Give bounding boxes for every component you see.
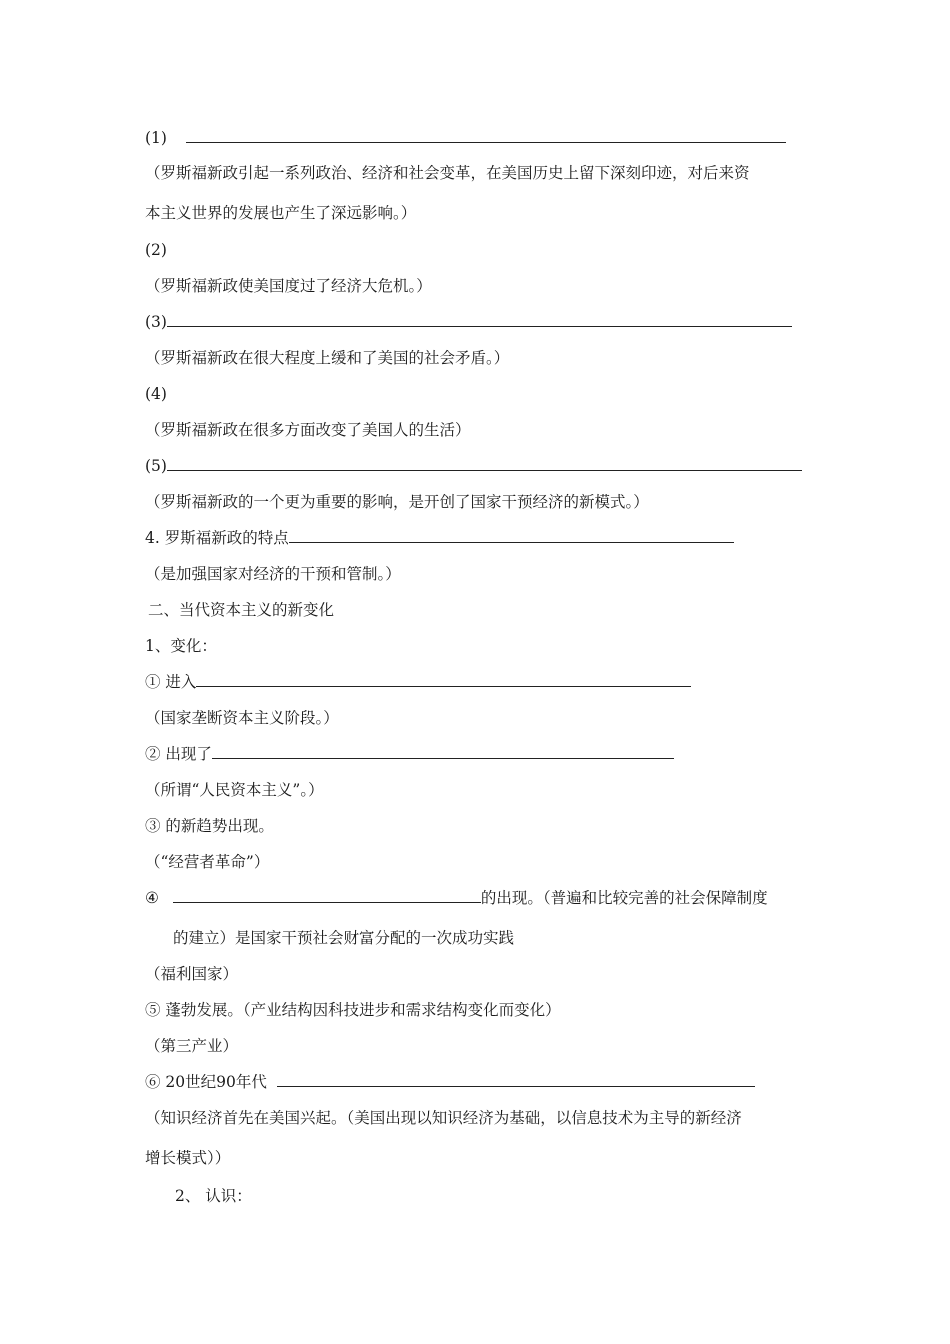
change-6-label: ⑥ 20世纪90年代 xyxy=(145,1073,267,1091)
q4-label: 4. 罗斯福新政的特点 xyxy=(145,529,289,547)
change-5-answer: （第三产业） xyxy=(145,1037,239,1055)
item-3-label: (3) xyxy=(145,313,167,331)
item-5-blank[interactable] xyxy=(167,456,802,471)
change-4-label: ④ xyxy=(145,889,159,907)
item-1-answer: （罗斯福新政引起一系列政治、经济和社会变革，在美国历史上留下深刻印迹，对后来资 xyxy=(145,164,750,182)
sub-heading-1: 1、变化： xyxy=(145,637,217,655)
change-1-line xyxy=(145,672,691,692)
change-4-suffix: 的出现。（普遍和比较完善的社会保障制度 xyxy=(480,889,768,907)
change-6-line xyxy=(145,1072,755,1092)
change-1-blank[interactable] xyxy=(196,672,691,687)
item-5-answer: （罗斯福新政的一个更为重要的影响，是开创了国家干预经济的新模式。） xyxy=(145,493,649,511)
change-2-blank[interactable] xyxy=(212,744,674,759)
item-4-answer: （罗斯福新政在很多方面改变了美国人的生活） xyxy=(145,421,471,439)
item-1-blank[interactable] xyxy=(186,128,786,143)
q4-line xyxy=(145,528,734,548)
item-2-answer: （罗斯福新政使美国度过了经济大危机。） xyxy=(145,277,432,295)
item-5-line xyxy=(145,456,802,476)
item-2-label: (2) xyxy=(145,241,167,259)
q4-answer: （是加强国家对经济的干预和管制。） xyxy=(145,565,401,583)
item-3-blank[interactable] xyxy=(167,312,792,327)
change-4-line xyxy=(145,888,768,908)
item-1-answer-cont: 本主义世界的发展也产生了深远影响。） xyxy=(145,204,417,222)
change-3-answer: （“经营者革命”） xyxy=(145,853,270,871)
item-1-line xyxy=(145,128,786,148)
change-4-cont: 的建立）是国家干预社会财富分配的一次成功实践 xyxy=(173,929,515,947)
change-2-label: ② 出现了 xyxy=(145,745,212,763)
section-2-heading: 二、当代资本主义的新变化 xyxy=(148,601,335,619)
item-5-label: (5) xyxy=(145,457,167,475)
change-6-answer-cont: 增长模式）） xyxy=(145,1149,231,1167)
change-4-answer: （福利国家） xyxy=(145,965,239,983)
sub-heading-2: 2、 认识： xyxy=(175,1187,252,1205)
change-2-answer: （所谓“人民资本主义”。） xyxy=(145,781,324,799)
item-3-answer: （罗斯福新政在很大程度上缓和了美国的社会矛盾。） xyxy=(145,349,510,367)
change-1-label: ① 进入 xyxy=(145,673,197,691)
item-3-line xyxy=(145,312,792,332)
item-4-label: (4) xyxy=(145,385,167,403)
change-5-label: ⑤ 蓬勃发展。（产业结构因科技进步和需求结构变化而变化） xyxy=(145,1001,561,1019)
change-2-line xyxy=(145,744,674,764)
change-1-answer: （国家垄断资本主义阶段。） xyxy=(145,709,339,727)
change-3-label: ③ 的新趋势出现。 xyxy=(145,817,274,835)
change-6-answer: （知识经济首先在美国兴起。（美国出现以知识经济为基础，以信息技术为主导的新经济 xyxy=(145,1109,742,1127)
change-4-blank[interactable] xyxy=(173,888,481,903)
q4-blank[interactable] xyxy=(289,528,734,543)
item-1-label: (1) xyxy=(145,129,167,147)
change-6-blank[interactable] xyxy=(277,1072,755,1087)
